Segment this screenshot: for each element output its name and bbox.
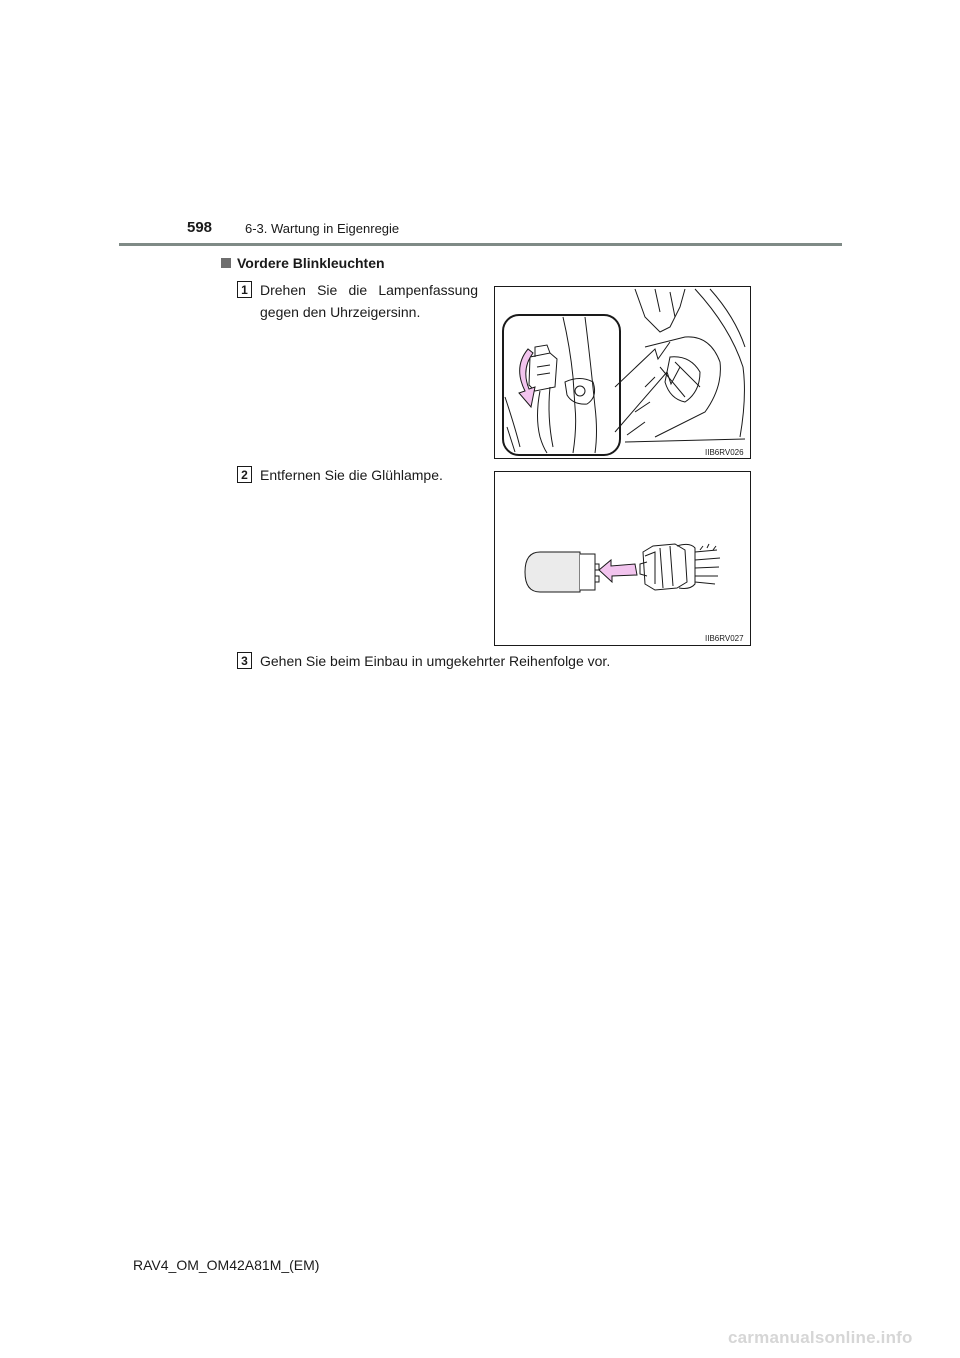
page-number: 598 [187, 219, 213, 236]
watermark: carmanualsonline.info [728, 1328, 913, 1347]
footer-doc-id: RAV4_OM_OM42A81M_(EM) [133, 1257, 320, 1273]
header-divider [119, 243, 842, 246]
step-2-text: Entfernen Sie die Glühlampe. [260, 467, 443, 483]
step-number-1: 1 [237, 281, 252, 298]
square-bullet-icon [221, 258, 231, 268]
subheading [221, 255, 385, 271]
figure-bulb-removal [494, 471, 751, 646]
section-title: 6-3. Wartung in Eigenregie [245, 221, 400, 236]
step-number-3: 3 [237, 652, 252, 669]
figure-lamp-socket-turn [494, 286, 751, 459]
headlight-socket-illustration [495, 287, 750, 458]
bulb-removal-illustration [495, 472, 750, 645]
step-3-text: Gehen Sie beim Einbau in umgekehrter Reihenfolge vor. [260, 653, 611, 669]
figure-1-code: IIB6RV026 [705, 448, 744, 457]
step-number-2: 2 [237, 466, 252, 483]
figure-2-code: IIB6RV027 [705, 634, 744, 643]
step-1-text: Drehen Sie die Lampenfassung gegen den Uhrzeigersinn. [260, 282, 478, 320]
subheading-text: Vordere Blinkleuchten [237, 255, 385, 271]
